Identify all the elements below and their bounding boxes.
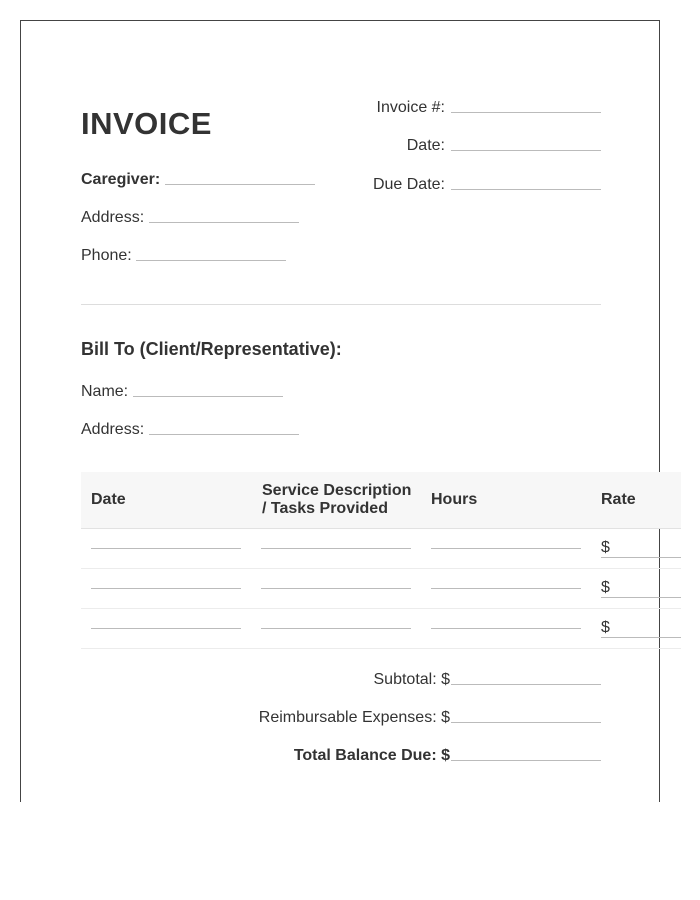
row-date-field[interactable] <box>91 628 241 629</box>
client-address-label: Address: <box>81 421 145 438</box>
caregiver-address-label: Address: <box>81 209 145 226</box>
row-rate-field[interactable] <box>601 637 681 638</box>
client-name-field[interactable] <box>133 396 283 397</box>
date-field[interactable] <box>451 150 601 151</box>
row-hours-field[interactable] <box>431 588 581 589</box>
row-rate-field[interactable] <box>601 557 681 558</box>
caregiver-address-field[interactable] <box>149 222 299 223</box>
rate-currency-symbol: $ <box>601 539 610 556</box>
row-date-field[interactable] <box>91 548 241 549</box>
row-date-field[interactable] <box>91 588 241 589</box>
total-balance-label: Total Balance Due: $ <box>293 747 450 764</box>
section-divider <box>81 304 601 305</box>
table-row <box>81 569 681 609</box>
due-date-field[interactable] <box>451 189 601 190</box>
caregiver-field[interactable] <box>165 184 315 185</box>
caregiver-phone-label: Phone: <box>81 247 132 264</box>
column-header-service-line2: / Tasks Provided <box>262 500 388 517</box>
table-row <box>81 529 681 569</box>
rate-currency-symbol: $ <box>601 579 610 596</box>
invoice-number-label: Invoice #: <box>376 99 445 116</box>
column-header-service-line1: Service Description <box>262 482 412 499</box>
caregiver-phone-field[interactable] <box>136 260 286 261</box>
invoice-page <box>20 20 660 802</box>
caregiver-label: Caregiver: <box>81 171 161 188</box>
invoice-title: INVOICE <box>81 106 212 141</box>
services-table <box>81 472 681 649</box>
row-service-field[interactable] <box>261 588 411 589</box>
client-name-label: Name: <box>81 383 129 400</box>
row-rate-field[interactable] <box>601 597 681 598</box>
subtotal-label: Subtotal: $ <box>373 671 450 688</box>
column-header-service <box>262 482 411 518</box>
column-header-hours: Hours <box>431 491 478 508</box>
total-balance-field[interactable] <box>451 760 601 761</box>
row-service-field[interactable] <box>261 548 411 549</box>
column-header-date: Date <box>91 491 126 508</box>
row-service-field[interactable] <box>261 628 411 629</box>
expenses-field[interactable] <box>451 722 601 723</box>
date-label: Date: <box>406 137 445 154</box>
row-hours-field[interactable] <box>431 628 581 629</box>
due-date-label: Due Date: <box>372 176 445 193</box>
bill-to-heading: Bill To (Client/Representative): <box>81 339 342 359</box>
subtotal-field[interactable] <box>451 684 601 685</box>
expenses-label: Reimbursable Expenses: $ <box>258 709 450 726</box>
table-row <box>81 609 681 649</box>
table-header <box>81 472 681 529</box>
row-hours-field[interactable] <box>431 548 581 549</box>
column-header-rate: Rate <box>601 491 636 508</box>
invoice-number-field[interactable] <box>451 112 601 113</box>
client-address-field[interactable] <box>149 434 299 435</box>
rate-currency-symbol: $ <box>601 619 610 636</box>
